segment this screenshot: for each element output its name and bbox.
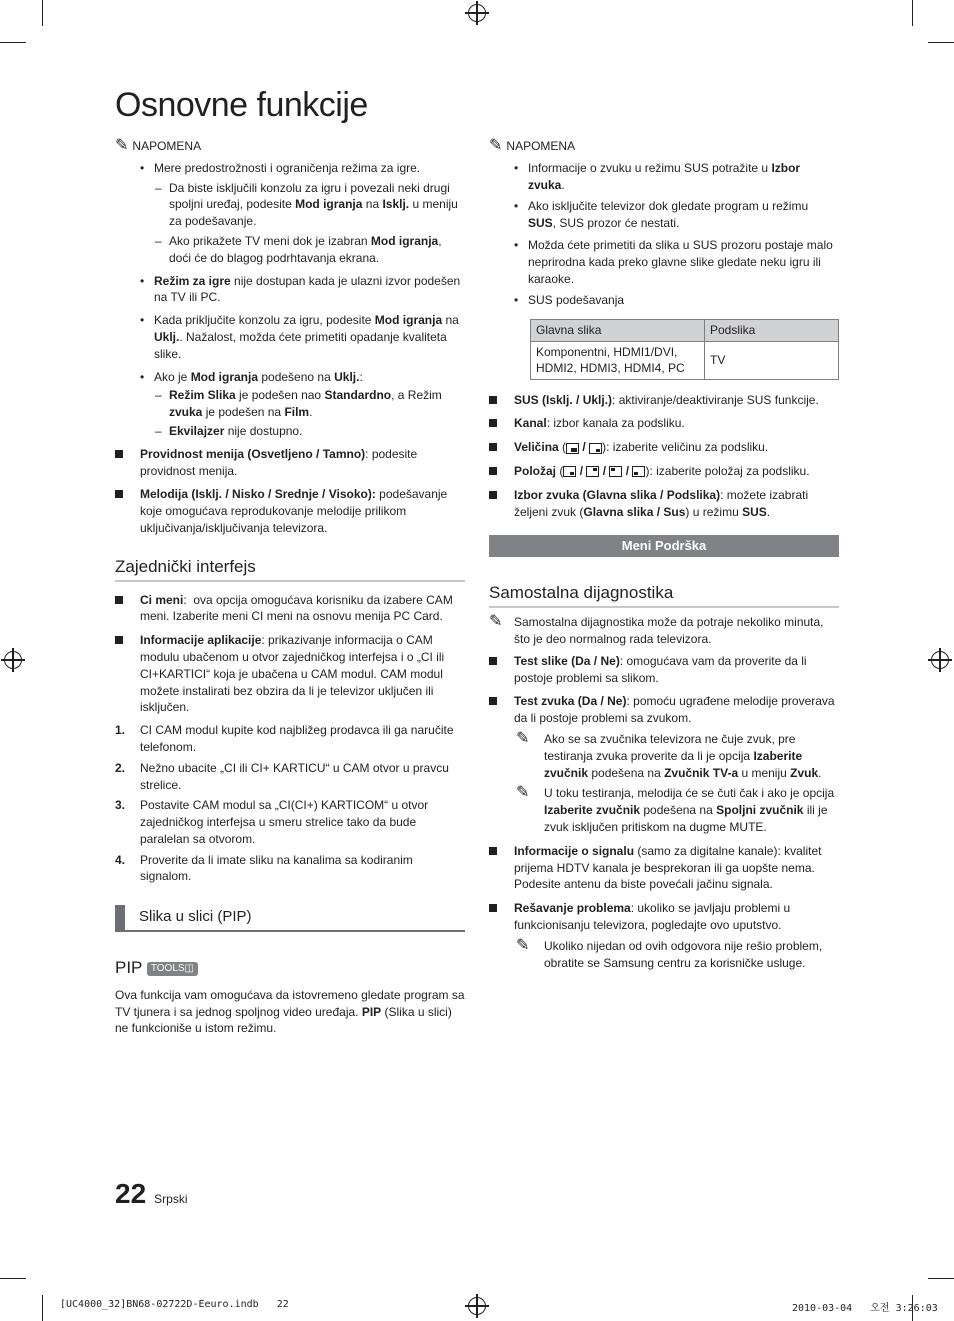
note-label: NAPOMENA — [132, 139, 202, 153]
section-heading-self-diagnosis: Samostalna dijagnostika — [489, 585, 839, 608]
table-cell: Komponentni, HDMI1/DVI, HDMI2, HDMI3, HDMI4, PC — [531, 341, 705, 379]
page-footer — [115, 1178, 188, 1210]
print-timestamp: 2010-03-04 오전 3:26:03 — [792, 1303, 938, 1314]
pip-heading: PIP TOOLS◫ — [115, 960, 465, 977]
page-title: Osnovne funkcije — [115, 86, 368, 124]
diag-subnote: ✎ U toku testiranja, melodija će se čuti čak i ako je opcija Izaberite zvučnik podešena na Spoljni zvučnik ili je zvuk isključen pritiskom na dugme MUTE. — [516, 784, 835, 835]
ci-step: 1. CI CAM modul kupite kod najbližeg prodavca ili ga naručite telefonom. — [115, 723, 454, 754]
page-number: 22 — [115, 1178, 147, 1209]
diag-subnote: ✎ Ukoliko nijedan od ovih odgovora nije rešio problem, obratite se Samsung centru za korisničke usluge. — [516, 936, 823, 970]
ci-step: 2. Nežno ubacite „CI ili CI+ KARTICU“ u CAM otvor u pravcu strelice. — [115, 760, 449, 792]
support-menu-bar: Meni Podrška — [489, 535, 839, 557]
sus-settings-table — [530, 319, 839, 380]
left-column — [115, 138, 465, 1037]
diag-item-troubleshooting: Rešavanje problema: ukoliko se javljaju problemi u funkcionisanju televizora, pogledajte ovo uputstvo. — [489, 900, 839, 934]
section-heading-common-interface: Zajednički interfejs — [115, 559, 465, 582]
pencil-note-icon: ✎ — [516, 730, 530, 748]
note-subitem: – Ako prikažete TV meni dok je izabran Mod igranja, doći će do blagog podrhtavanja ekrana. — [155, 233, 465, 267]
note-item: • Režim za igre nije dostupan kada je ulazni izvor podešen na TV ili PC. — [140, 273, 465, 307]
position-top-left-icon — [609, 466, 622, 477]
subsection-heading-pip: Slika u slici (PIP) — [115, 905, 465, 932]
diag-note: ✎ Samostalna dijagnostika može da potraje nekoliko minuta, što je deo normalnog rada televizora. — [489, 613, 824, 647]
diag-item-signal-info: Informacije o signalu (samo za digitalne kanale): kvalitet prijema HDTV kanala je besprekoran ili ga uopšte nema. Podesite antenu da biste povećali jačinu signala. — [489, 843, 839, 893]
ci-item-app-info: Informacije aplikacije: prikazivanje informacija o CAM modulu ubačenom u otvor zajedničkog interfejsa i o „CI ili CI+KARTICI“ koja je ubačena u CAM modul. CAM modul možete instalirati bez obzira da li je televizor uključen ili isključen. — [115, 632, 465, 716]
note-item: • Ako isključite televizor dok gledate program u režimu SUS, SUS prozor će nestati. — [514, 198, 839, 232]
note-item: • Možda ćete primetiti da slika u SUS prozoru postaje malo neprirodna kada preko glavne slike gledate neku igru ili karaoke. — [514, 237, 839, 287]
position-bottom-left-icon — [632, 466, 645, 477]
ci-step: 3. Postavite CAM modul sa „CI(CI+) KARTICOM“ u otvor zajedničkog interfejsa u smeru strelice tako da bude paralelan sa otvorom. — [115, 798, 429, 846]
note-item: • Kada priključite konzolu za igru, podesite Mod igranja na Uklj.. Nažalost, možda ćete primetiti opadanje kvaliteta slike. — [140, 312, 465, 362]
size-large-icon — [566, 443, 579, 454]
ci-step: 4. Proverite da li imate sliku na kanalima sa kodiranim signalom. — [115, 852, 413, 884]
note-item: • SUS podešavanja — [514, 292, 839, 309]
note-subitem: – Ekvilajzer nije dostupno. — [155, 423, 465, 440]
note-header — [115, 138, 465, 155]
crop-mark — [928, 42, 954, 43]
menu-item-transparency: Providnost menija (Osvetljeno / Tamno): podesite providnost menija. — [115, 446, 465, 480]
pip-item-sus: SUS (Isklj. / Uklj.): aktiviranje/deaktiviranje SUS funkcije. — [489, 392, 839, 409]
position-bottom-right-icon — [563, 466, 576, 477]
pip-item-size: Veličina ( / ): izaberite veličinu za podsliku. — [489, 439, 839, 456]
registration-mark-icon — [468, 4, 486, 22]
pencil-note-icon: ✎ — [115, 137, 129, 155]
note-item: • Ako je Mod igranja podešeno na Uklj.: — [140, 369, 465, 386]
crop-mark — [42, 0, 43, 26]
crop-mark — [42, 1295, 43, 1321]
menu-item-melody: Melodija (Isklj. / Nisko / Srednje / Visoko): podešavanje koje omogućava reprodukovanje melodije prilikom uključivanja/isključivanja televizora. — [115, 486, 465, 536]
note-item: • Informacije o zvuku u režimu SUS potražite u Izbor zvuka. — [514, 160, 839, 194]
diag-subnote: ✎ Ako se sa zvučnika televizora ne čuje zvuk, pre testiranja zvuka proverite da li je opcija Izaberite zvučnik podešena na Zvučnik TV-a u meniju Zvuk. — [516, 730, 822, 780]
registration-mark-icon — [468, 1297, 486, 1315]
registration-mark-icon — [4, 651, 22, 669]
pencil-note-icon: ✎ — [516, 784, 530, 802]
pip-description: Ova funkcija vam omogućava da istovremeno gledate program sa TV tjunera i sa jednog spoljnog video uređaja. PIP (Slika u slici) ne funkcioniše u istom režimu. — [115, 987, 465, 1036]
registration-mark-icon — [931, 651, 949, 669]
pencil-note-icon: ✎ — [489, 613, 503, 631]
ci-item-menu: Ci meni: ova opcija omogućava korisniku da izabere CAM meni. Izaberite meni CI meni na osnovu menija PC Card. — [115, 592, 465, 626]
note-label: NAPOMENA — [506, 139, 576, 153]
note-subitem: – Režim Slika je podešen nao Standardno, a Režim zvuka je podešen na Film. — [155, 387, 465, 421]
tools-badge-icon: TOOLS◫ — [147, 962, 198, 976]
diag-item-picture-test: Test slike (Da / Ne): omogućava vam da proverite da li postoje problemi sa slikom. — [489, 653, 839, 687]
note-item: • Mere predostrožnosti i ograničenja režima za igre. — [140, 160, 465, 177]
crop-mark — [0, 42, 26, 43]
pip-item-channel: Kanal: izbor kanala za podsliku. — [489, 415, 839, 432]
table-header: Glavna slika — [531, 320, 705, 342]
pencil-note-icon: ✎ — [489, 137, 503, 155]
right-column — [489, 138, 839, 971]
note-subitem: – Da biste isključili konzolu za igru i povezali neki drugi spoljni uređaj, podesite Mod igranja na Isklj. u meniju za podešavanje. — [155, 180, 465, 230]
diag-item-sound-test: Test zvuka (Da / Ne): pomoću ugrađene melodije proverava da li postoje problemi sa zvukom. — [489, 693, 839, 727]
footer-language: Srpski — [154, 1192, 188, 1206]
crop-mark — [0, 1278, 26, 1279]
position-top-right-icon — [586, 466, 599, 477]
crop-mark — [912, 0, 913, 26]
note-header — [489, 138, 839, 155]
pencil-note-icon: ✎ — [516, 936, 530, 954]
pip-item-position: Položaj ( / / / ): izaberite položaj za podsliku. — [489, 463, 839, 480]
table-cell: TV — [705, 341, 839, 379]
pip-item-sound: Izbor zvuka (Glavna slika / Podslika): možete izabrati željeni zvuk (Glavna slika / Sus) u režimu SUS. — [489, 487, 839, 521]
size-small-icon — [589, 443, 602, 454]
print-file-info: [UC4000_32]BN68-02722D-Eeuro.indb 22 — [60, 1299, 289, 1310]
table-header: Podslika — [705, 320, 839, 342]
crop-mark — [928, 1278, 954, 1279]
